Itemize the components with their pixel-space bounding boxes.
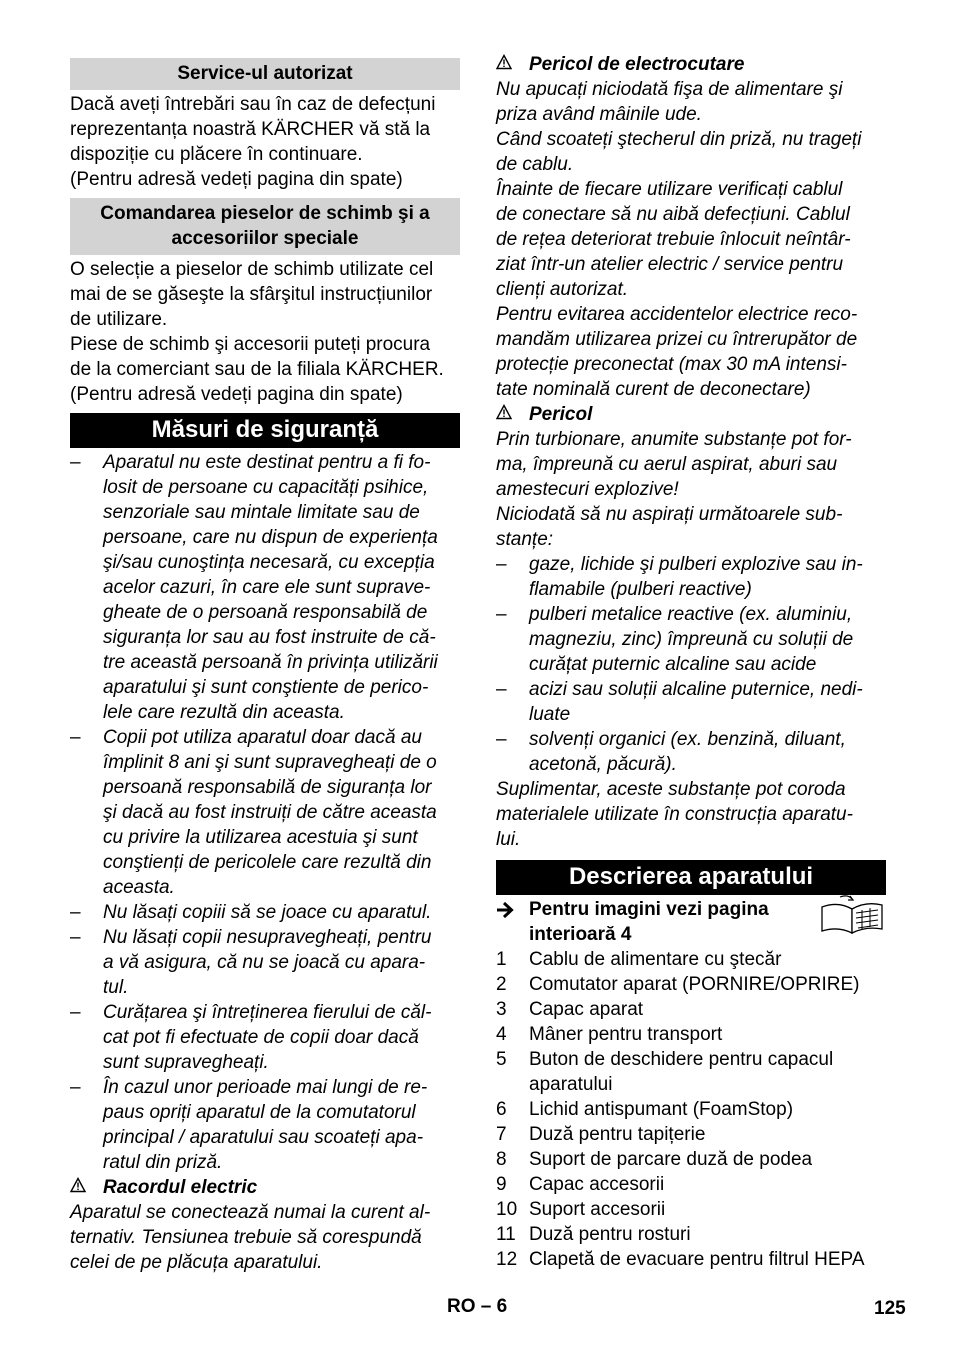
part-label: Mâner pentru transport [529,1024,723,1045]
part-item [496,1247,886,1272]
dash-marker: – [496,604,507,625]
danger-item: – pulberi metalice reactive (ex. aluminiu, magneziu, zinc) împreună cu soluții de curățat puternic alcaline sau acide [496,604,854,675]
part-number: 9 [496,1174,507,1195]
dash-marker: – [70,452,81,473]
part-label: Clapetă de evacuare pentru filtrul HEPA [529,1249,865,1270]
part-label: Cablu de alimentare cu ştecăr [529,949,782,970]
safety-item: – Curățarea şi întreținerea fierului de căl- cat pot fi efectuate de copii doar dacă sunt supravegheați. [70,1002,432,1073]
safety-item: – În cazul unor perioade mai lungi de re- paus opriți aparatul de la comutatorul principal / aparatului sau scoateți apa- ratul din priză. [70,1077,428,1173]
part-number: 5 [496,1049,507,1070]
parts-list [496,947,886,1272]
electric-heading: Racordul electric [103,1177,258,1198]
safety-list [70,450,460,1175]
dash-marker: – [496,729,507,750]
electrocution-warning [496,52,886,77]
service-text: Dacă aveți întrebări sau în caz de defecțuni reprezentanța noastră KÄRCHER vă stă la dispoziție cu plăcere în continuare. (Pentru adresă vedeți pagina din spate) [70,94,436,190]
dash-marker: – [70,1077,81,1098]
images-reference: Pentru imagini vezi pagina interioară 4 [496,897,886,947]
safety-item: – Nu lăsați copii nesupravegheați, pentru a vă asigura, că nu se joacă cu apara- tul. [70,927,432,998]
safety-item: – Copii pot utiliza aparatul doar dacă au împlinit 8 ani şi sunt supravegheați de o persoană responsabilă de siguranța lor şi dacă au fost instruiți de către aceasta cu privire la utilizarea acestuia şi sunt conştienți de pericolele care rezultă din aceasta. [70,727,437,898]
part-item [496,1097,886,1122]
part-item [496,1147,886,1172]
right-column [496,52,886,1272]
part-label: Capac aparat [529,999,644,1020]
part-item [496,1022,886,1047]
safety-item: – Aparatul nu este destinat pentru a fi fo- losit de persoane cu capacități psihice, senzoriale sau mintale limitate sau de persoane, care nu dispun de experiența şi/sau cunoştința necesară, cu excepția acelor cazuri, în care ele sunt suprave- gheate de o persoană responsabilă de siguranța lor sau au fost instruite de că- tre această persoană în privința utilizării aparatului şi sunt conştiente de perico- lele care rezultă din aceasta. [70,452,438,723]
dash-marker: – [70,727,81,748]
part-item [496,1172,886,1197]
safety-item: – Nu lăsați copiii să se joace cu aparatul. [70,902,432,923]
danger-warning [496,402,886,427]
description-heading: Descrierea aparatului [496,860,886,895]
arrow-right-icon [496,897,529,947]
book-pages-icon [812,897,886,947]
danger-item: – solvenți organici (ex. benzină, diluant, acetonă, păcură). [496,729,846,775]
danger-text: Prin turbionare, anumite substanțe pot for- ma, împreună cu aerul aspirat, aburi sau amestecuri explozive! Niciodată să nu aspirați următoarele sub- stanțe: [496,429,852,550]
danger-item: – gaze, lichide şi pulberi explozive sau in- flamabile (pulberi reactive) [496,554,863,600]
part-label: Duză pentru rosturi [529,1224,691,1245]
dash-marker: – [70,927,81,948]
parts-text: O selecție a pieselor de schimb utilizate cel mai de se găseşte la sfârşitul instrucțiunilor de utilizare. Piese de schimb şi accesorii puteți procura de la comerciant sau de la filiala KÄRCHER. (Pentru adresă vedeți pagina din spate) [70,259,444,405]
danger-after-text: Suplimentar, aceste substanțe pot coroda materialele utilizate în construcția aparatu- lui. [496,779,853,850]
electric-text: Aparatul se conectează numai la curent al- ternativ. Tensiunea trebuie să corespundă celei de pe plăcuța aparatului. [70,1202,431,1273]
part-number: 2 [496,974,507,995]
part-label: Duză pentru tapițerie [529,1124,706,1145]
dash-marker: – [496,679,507,700]
dash-marker: – [70,902,81,923]
danger-heading: Pericol [529,404,593,425]
part-label: Suport accesorii [529,1199,666,1220]
part-number: 7 [496,1124,507,1145]
danger-item: – acizi sau soluții alcaline puternice, nedi- luate [496,679,863,725]
parts-heading: Comandarea pieselor de schimb şi a accesoriilor speciale [70,198,460,255]
dash-marker: – [70,1002,81,1023]
part-number: 4 [496,1024,507,1045]
part-number: 10 [496,1199,518,1220]
warning-triangle-icon [496,402,529,427]
footer-section: RO – 6 [447,1296,508,1317]
electric-warning [70,1175,460,1200]
part-item [496,1047,886,1097]
part-item [496,997,886,1022]
part-label: Suport de parcare duză de podea [529,1149,813,1170]
part-number: 1 [496,949,507,970]
danger-list [496,552,886,777]
part-item [496,972,886,997]
part-number: 6 [496,1099,507,1120]
left-column [70,52,460,1275]
part-item [496,1197,886,1222]
warning-triangle-icon [496,52,529,77]
part-item [496,947,886,972]
electrocution-text: Nu apucați niciodată fişa de alimentare şi priza având mâinile ude. Când scoateți ştecherul din priză, nu trageți de cablu. Înainte de fiecare utilizare verificați cablul de conectare să nu aibă defecțiuni. Cablul de rețea deteriorat trebuie înlocuit neîntâr- ziat într-un atelier electric / service pentru clienți autorizat. Pentru evitarea accidentelor electrice reco- mandăm utilizarea prizei cu întrerupător de protecție preconectat (max 30 mA intensi- tate nominală curent de deconectare) [496,79,862,400]
part-number: 12 [496,1249,518,1270]
part-number: 11 [496,1224,516,1245]
part-label: Comutator aparat (PORNIRE/OPRIRE) [529,974,860,995]
service-heading: Service-ul autorizat [70,58,460,90]
part-item [496,1122,886,1147]
part-label: Buton de deschidere pentru capacul aparatului [529,1049,834,1095]
part-number: 8 [496,1149,507,1170]
safety-heading: Măsuri de siguranță [70,413,460,448]
page-number: 125 [874,1298,906,1319]
warning-triangle-icon [70,1175,103,1200]
part-label: Lichid antispumant (FoamStop) [529,1099,794,1120]
part-label: Capac accesorii [529,1174,665,1195]
part-number: 3 [496,999,507,1020]
electrocution-heading: Pericol de electrocutare [529,54,745,75]
dash-marker: – [496,554,507,575]
part-item [496,1222,886,1247]
